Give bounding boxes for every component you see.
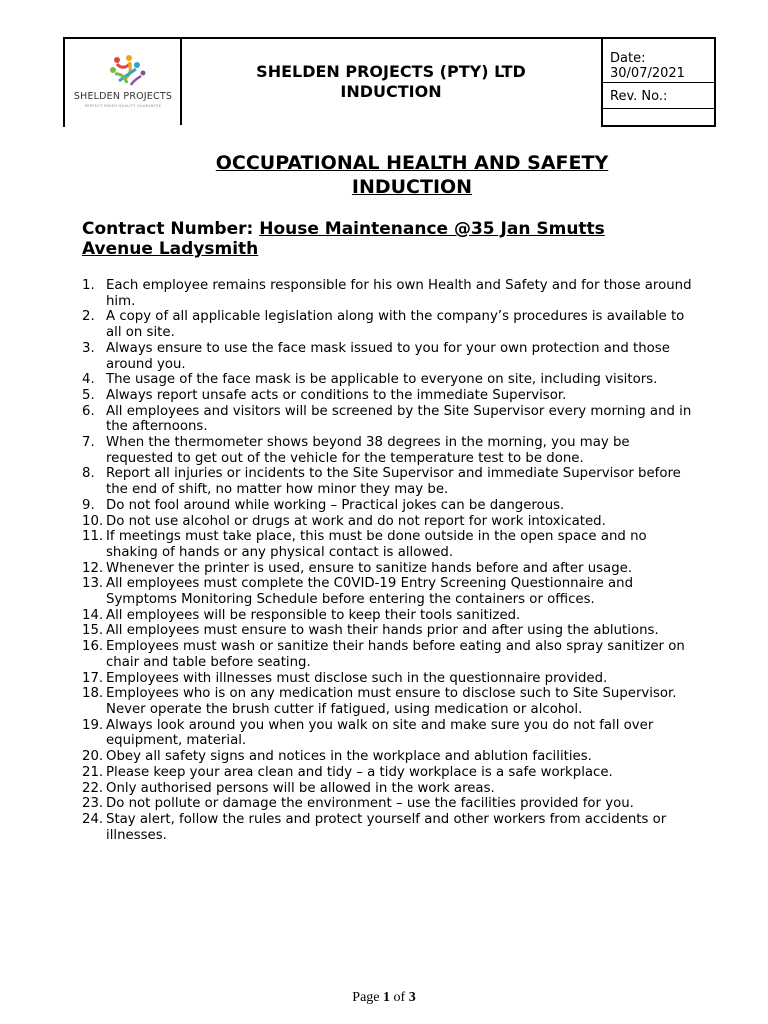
contract-value: House Maintenance @35 Jan Smutts [259, 219, 605, 239]
revision-label: Rev. No.: [610, 89, 668, 104]
page-word: Page [352, 990, 384, 1005]
rule-item [82, 812, 697, 843]
rule-text: Employees with illnesses must disclose such in the questionnaire provided. [106, 670, 608, 686]
rule-text: Employees who is on any medication must ensure to disclose such to Site Supervisor. Never operate the brush cutter if fatigued, using medication or alcohol. [106, 686, 677, 717]
rule-item [82, 404, 697, 435]
rule-number: 18. [82, 686, 104, 702]
rule-text: All employees will be responsible to keep their tools sanitized. [106, 607, 521, 623]
rule-item [82, 498, 697, 514]
logo-figures-icon [73, 51, 173, 91]
rule-text: The usage of the face mask is be applicable to everyone on site, including visitors. [106, 372, 658, 388]
rule-number: 12. [82, 560, 104, 576]
rule-item [82, 796, 697, 812]
rule-text: Report all injuries or incidents to the Site Supervisor and immediate Supervisor before the end of shift, no matter how minor they may be. [106, 466, 681, 498]
page-total: 3 [408, 990, 416, 1005]
rule-item [82, 561, 697, 577]
rule-number: 8. [82, 466, 95, 482]
document-header [63, 37, 714, 127]
safety-rules-list [82, 278, 697, 843]
rule-number: 17. [82, 670, 104, 686]
rule-number: 2. [82, 309, 95, 325]
header-border-left [63, 37, 65, 127]
rule-item [82, 372, 697, 388]
rule-number: 24. [82, 811, 104, 827]
rule-text: Always report unsafe acts or conditions to the immediate Supervisor. [106, 387, 567, 403]
rule-text: Stay alert, follow the rules and protect yourself and other workers from accidents or illnesses. [106, 811, 667, 843]
header-title [203, 62, 579, 102]
contract-value: Avenue Ladysmith [82, 239, 259, 259]
rule-text: Only authorised persons will be allowed in the work areas. [106, 780, 495, 796]
rule-item [82, 576, 697, 607]
logo-brand: SHELDEN PROJECTS [73, 91, 173, 102]
rule-item [82, 529, 697, 560]
rule-item [82, 435, 697, 466]
rule-item [82, 514, 697, 530]
rule-number: 22. [82, 780, 104, 796]
rule-item [82, 686, 697, 717]
rule-item [82, 718, 697, 749]
rule-number: 16. [82, 639, 104, 655]
rule-number: 1. [82, 278, 95, 293]
date-value: 30/07/2021 [610, 66, 685, 81]
date-label: Date: [610, 51, 646, 66]
rule-number: 9. [82, 497, 95, 513]
company-logo [73, 51, 173, 111]
header-logo-divider [180, 37, 182, 125]
document-title [140, 151, 684, 199]
rule-text: Do not pollute or damage the environment – use the facilities provided for you. [106, 796, 634, 812]
rule-number: 6. [82, 403, 95, 419]
rule-item [82, 781, 697, 797]
rule-text: Always ensure to use the face mask issued to you for your own protection and those around you. [106, 340, 670, 372]
rule-text: Do not fool around while working – Practical jokes can be dangerous. [106, 497, 565, 513]
rule-text: Always look around you when you walk on site and make sure you do not fall over equipment, material. [106, 717, 654, 749]
rule-number: 23. [82, 796, 104, 812]
rule-number: 5. [82, 387, 95, 403]
rule-number: 10. [82, 513, 104, 529]
header-title-line: SHELDEN PROJECTS (PTY) LTD [256, 62, 526, 81]
rule-number: 21. [82, 764, 104, 780]
rule-number: 15. [82, 623, 104, 639]
header-info-divider [603, 108, 714, 109]
rule-number: 13. [82, 576, 104, 592]
rule-text: Employees must wash or sanitize their hands before eating and also spray sanitizer on chair and table before seating. [106, 639, 685, 670]
rule-number: 3. [82, 340, 95, 356]
rule-number: 19. [82, 717, 104, 733]
rule-text: Do not use alcohol or drugs at work and do not report for work intoxicated. [106, 513, 606, 529]
contract-number [82, 219, 682, 259]
document-title-line: OCCUPATIONAL HEALTH AND SAFETY [215, 152, 609, 174]
rule-number: 20. [82, 749, 104, 765]
logo-tagline: PERFECT FINISH QUALITY GUARANTEE [84, 104, 162, 108]
rule-item [82, 341, 697, 372]
rule-number: 4. [82, 372, 95, 388]
rule-text: All employees must ensure to wash their hands prior and after using the ablutions. [106, 623, 659, 639]
page-footer [0, 990, 768, 1006]
rule-text: Please keep your area clean and tidy – a tidy workplace is a safe workplace. [106, 764, 613, 780]
rule-text: A copy of all applicable legislation along with the company’s procedures is available to all on site. [106, 309, 685, 341]
rule-text: All employees must complete the C0VID-19 Entry Screening Questionnaire and Symptoms Monitoring Schedule before entering the containers or offices. [106, 576, 634, 608]
rule-text: When the thermometer shows beyond 38 degrees in the morning, you may be requested to get out of the vehicle for the temperature test to be done. [106, 435, 630, 466]
of-word: of [390, 990, 409, 1005]
rule-item [82, 278, 697, 309]
rule-item [82, 623, 697, 639]
rule-text: If meetings must take place, this must be done outside in the open space and no shaking of hands or any physical contact is allowed. [106, 529, 647, 560]
rule-item [82, 765, 697, 781]
rule-number: 14. [82, 607, 104, 623]
contract-label: Contract Number: [82, 219, 260, 239]
rule-number: 11. [82, 529, 104, 545]
page-number: 1 [383, 990, 391, 1005]
rule-item [82, 309, 697, 340]
document-title-line: INDUCTION [351, 176, 473, 198]
header-info-divider [603, 82, 714, 83]
header-title-line: INDUCTION [340, 82, 442, 101]
rule-text: Each employee remains responsible for his own Health and Safety and for those around him. [106, 278, 692, 309]
rule-item [82, 671, 697, 687]
rule-item [82, 639, 697, 670]
rule-text: All employees and visitors will be screened by the Site Supervisor every morning and in the afternoons. [106, 403, 692, 435]
rule-text: Whenever the printer is used, ensure to sanitize hands before and after usage. [106, 560, 633, 576]
rule-text: Obey all safety signs and notices in the workplace and ablution facilities. [106, 749, 592, 765]
rule-item [82, 388, 697, 404]
rule-item [82, 466, 697, 497]
rule-item [82, 608, 697, 624]
rule-number: 7. [82, 435, 95, 451]
rule-item [82, 749, 697, 765]
